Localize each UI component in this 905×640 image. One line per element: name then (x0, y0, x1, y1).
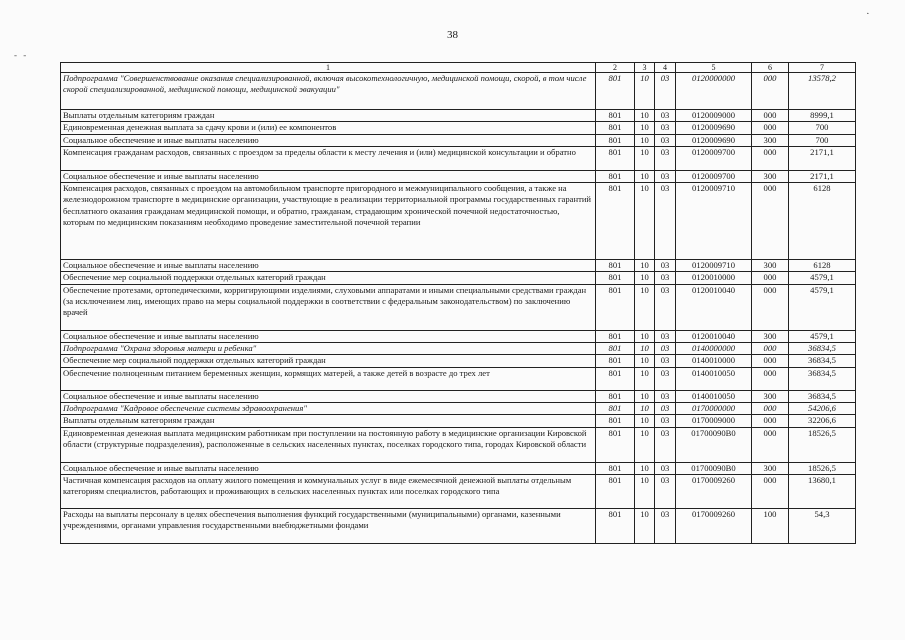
row-name-cell: Обеспечение мер социальной поддержки отдельных категорий граждан (61, 272, 596, 284)
row-section-cell: 10 (635, 122, 655, 134)
row-expense-type-cell: 300 (752, 462, 789, 474)
row-section-cell: 10 (635, 183, 655, 260)
row-name-cell: Обеспечение полноценным питанием беременных женщин, кормящих матерей, а также детей в возрасте до трех лет (61, 367, 596, 390)
row-subsection-cell: 03 (655, 415, 676, 427)
row-name-cell: Компенсация гражданам расходов, связанных с проездом за пределы области к месту лечения и (или) медицинской консультации и обратно (61, 146, 596, 170)
row-section-cell: 10 (635, 415, 655, 427)
table-row (61, 284, 856, 330)
row-name-cell: Подпрограмма "Кадровое обеспечение системы здравоохранения" (61, 402, 596, 414)
row-amount-cell: 54206,6 (789, 402, 856, 414)
row-section-cell: 10 (635, 367, 655, 390)
row-amount-cell: 6128 (789, 183, 856, 260)
header-col-7: 7 (789, 63, 856, 73)
row-subsection-cell: 03 (655, 110, 676, 122)
row-name-cell: Единовременная денежная выплата за сдачу крови и (или) ее компонентов (61, 122, 596, 134)
row-code-cell: 801 (596, 402, 635, 414)
row-name-cell: Единовременная денежная выплата медицинским работникам при поступлении на постоянную работу в медицинские организации Кировской области (структурные подразделения), расположенные в сельских населенных пунктах, поселках городского типа, городах Кировской области (61, 427, 596, 462)
header-col-3: 3 (635, 63, 655, 73)
row-section-cell: 10 (635, 170, 655, 182)
page-number: 38 (447, 29, 458, 41)
margin-marks: - - (14, 50, 29, 60)
row-subsection-cell: 03 (655, 367, 676, 390)
row-subsection-cell: 03 (655, 330, 676, 342)
row-target-code-cell: 0120009710 (676, 260, 752, 272)
row-target-code-cell: 0170009260 (676, 508, 752, 543)
table-row (61, 272, 856, 284)
row-name-cell: Выплаты отдельным категориям граждан (61, 415, 596, 427)
row-target-code-cell: 0120010040 (676, 330, 752, 342)
row-amount-cell: 13578,2 (789, 73, 856, 110)
row-amount-cell: 700 (789, 134, 856, 146)
row-subsection-cell: 03 (655, 284, 676, 330)
row-amount-cell: 36834,5 (789, 390, 856, 402)
table-row (61, 183, 856, 260)
row-name-cell: Обеспечение мер социальной поддержки отдельных категорий граждан (61, 355, 596, 367)
row-target-code-cell: 0120009690 (676, 122, 752, 134)
table-row (61, 355, 856, 367)
row-code-cell: 801 (596, 260, 635, 272)
row-name-cell: Социальное обеспечение и иные выплаты населению (61, 330, 596, 342)
row-subsection-cell: 03 (655, 402, 676, 414)
row-subsection-cell: 03 (655, 508, 676, 543)
row-code-cell: 801 (596, 110, 635, 122)
row-expense-type-cell: 300 (752, 260, 789, 272)
row-amount-cell: 8999,1 (789, 110, 856, 122)
row-code-cell: 801 (596, 462, 635, 474)
row-subsection-cell: 03 (655, 170, 676, 182)
row-target-code-cell: 0170009260 (676, 474, 752, 508)
row-target-code-cell: 0140010050 (676, 367, 752, 390)
row-expense-type-cell: 300 (752, 330, 789, 342)
row-code-cell: 801 (596, 146, 635, 170)
row-code-cell: 801 (596, 330, 635, 342)
row-code-cell: 801 (596, 170, 635, 182)
row-expense-type-cell: 000 (752, 402, 789, 414)
row-section-cell: 10 (635, 272, 655, 284)
table-row (61, 367, 856, 390)
row-code-cell: 801 (596, 122, 635, 134)
row-subsection-cell: 03 (655, 462, 676, 474)
row-amount-cell: 18526,5 (789, 462, 856, 474)
row-subsection-cell: 03 (655, 146, 676, 170)
row-expense-type-cell: 000 (752, 415, 789, 427)
row-expense-type-cell: 000 (752, 146, 789, 170)
row-expense-type-cell: 300 (752, 170, 789, 182)
table-row (61, 110, 856, 122)
row-section-cell: 10 (635, 284, 655, 330)
row-expense-type-cell: 000 (752, 343, 789, 355)
row-expense-type-cell: 000 (752, 110, 789, 122)
row-subsection-cell: 03 (655, 183, 676, 260)
row-expense-type-cell: 000 (752, 427, 789, 462)
row-subsection-cell: 03 (655, 355, 676, 367)
row-amount-cell: 54,3 (789, 508, 856, 543)
row-section-cell: 10 (635, 343, 655, 355)
row-expense-type-cell: 000 (752, 474, 789, 508)
table-row (61, 73, 856, 110)
row-subsection-cell: 03 (655, 343, 676, 355)
row-subsection-cell: 03 (655, 427, 676, 462)
row-code-cell: 801 (596, 508, 635, 543)
table-row (61, 260, 856, 272)
row-amount-cell: 18526,5 (789, 427, 856, 462)
row-section-cell: 10 (635, 330, 655, 342)
row-code-cell: 801 (596, 183, 635, 260)
row-amount-cell: 32206,6 (789, 415, 856, 427)
row-expense-type-cell: 000 (752, 122, 789, 134)
row-target-code-cell: 0120009700 (676, 170, 752, 182)
row-name-cell: Расходы на выплаты персоналу в целях обеспечения выполнения функций государственными (муниципальными) органами, казенными учреждениями, органами управления государственными внебюджетными фондами (61, 508, 596, 543)
row-target-code-cell: 0170009000 (676, 415, 752, 427)
row-subsection-cell: 03 (655, 122, 676, 134)
row-code-cell: 801 (596, 355, 635, 367)
row-amount-cell: 36834,5 (789, 367, 856, 390)
header-col-2: 2 (596, 63, 635, 73)
row-expense-type-cell: 100 (752, 508, 789, 543)
row-name-cell: Обеспечение протезами, ортопедическими, корригирующими изделиями, слуховыми аппаратами и иными специальными средствами граждан (за исключением лиц, имеющих право на меры социальной поддержки в соответствии с федеральным законодательством) по заключению врачей (61, 284, 596, 330)
row-code-cell: 801 (596, 343, 635, 355)
row-subsection-cell: 03 (655, 134, 676, 146)
row-subsection-cell: 03 (655, 272, 676, 284)
row-section-cell: 10 (635, 402, 655, 414)
row-subsection-cell: 03 (655, 260, 676, 272)
row-section-cell: 10 (635, 110, 655, 122)
row-section-cell: 10 (635, 390, 655, 402)
row-code-cell: 801 (596, 73, 635, 110)
row-expense-type-cell: 000 (752, 272, 789, 284)
header-col-5: 5 (676, 63, 752, 73)
row-target-code-cell: 0140000000 (676, 343, 752, 355)
row-name-cell: Подпрограмма "Совершенствование оказания специализированной, включая высокотехнологичную, медицинской помощи, скорой, в том числе скорой специализированной, медицинской помощи, медицинской эвакуации" (61, 73, 596, 110)
row-section-cell: 10 (635, 462, 655, 474)
row-amount-cell: 2171,1 (789, 170, 856, 182)
row-name-cell: Социальное обеспечение и иные выплаты населению (61, 170, 596, 182)
row-expense-type-cell: 300 (752, 134, 789, 146)
table-row (61, 330, 856, 342)
row-target-code-cell: 0120009710 (676, 183, 752, 260)
row-section-cell: 10 (635, 73, 655, 110)
row-expense-type-cell: 000 (752, 284, 789, 330)
table-row (61, 146, 856, 170)
row-code-cell: 801 (596, 284, 635, 330)
row-section-cell: 10 (635, 355, 655, 367)
row-subsection-cell: 03 (655, 73, 676, 110)
row-target-code-cell: 01700090В0 (676, 427, 752, 462)
table-row (61, 508, 856, 543)
row-name-cell: Социальное обеспечение и иные выплаты населению (61, 134, 596, 146)
row-target-code-cell: 0120009690 (676, 134, 752, 146)
row-expense-type-cell: 000 (752, 367, 789, 390)
row-amount-cell: 4579,1 (789, 272, 856, 284)
table-row (61, 134, 856, 146)
row-amount-cell: 700 (789, 122, 856, 134)
row-name-cell: Подпрограмма "Охрана здоровья матери и ребенка" (61, 343, 596, 355)
table-row (61, 402, 856, 414)
row-name-cell: Социальное обеспечение и иные выплаты населению (61, 260, 596, 272)
row-target-code-cell: 0120009000 (676, 110, 752, 122)
row-expense-type-cell: 000 (752, 183, 789, 260)
header-col-4: 4 (655, 63, 676, 73)
row-target-code-cell: 0120000000 (676, 73, 752, 110)
row-name-cell: Социальное обеспечение и иные выплаты населению (61, 390, 596, 402)
row-section-cell: 10 (635, 474, 655, 508)
row-target-code-cell: 01700090В0 (676, 462, 752, 474)
row-amount-cell: 6128 (789, 260, 856, 272)
row-code-cell: 801 (596, 474, 635, 508)
row-subsection-cell: 03 (655, 474, 676, 508)
row-amount-cell: 4579,1 (789, 284, 856, 330)
row-code-cell: 801 (596, 390, 635, 402)
header-row (61, 63, 856, 73)
row-expense-type-cell: 000 (752, 355, 789, 367)
corner-mark: · (866, 8, 870, 20)
row-target-code-cell: 0170000000 (676, 402, 752, 414)
row-amount-cell: 36834,5 (789, 355, 856, 367)
row-code-cell: 801 (596, 415, 635, 427)
row-expense-type-cell: 000 (752, 73, 789, 110)
row-name-cell: Частичная компенсация расходов на оплату жилого помещения и коммунальных услуг в виде ежемесячной денежной выплаты отдельным категориям специалистов, работающих и проживающих в сельских населенных пунктах или поселках городского типа (61, 474, 596, 508)
row-name-cell: Социальное обеспечение и иные выплаты населению (61, 462, 596, 474)
row-subsection-cell: 03 (655, 390, 676, 402)
row-code-cell: 801 (596, 427, 635, 462)
row-amount-cell: 13680,1 (789, 474, 856, 508)
row-target-code-cell: 0120010000 (676, 272, 752, 284)
row-amount-cell: 4579,1 (789, 330, 856, 342)
table-row (61, 462, 856, 474)
row-amount-cell: 36834,5 (789, 343, 856, 355)
row-section-cell: 10 (635, 146, 655, 170)
table-row (61, 170, 856, 182)
table-row (61, 415, 856, 427)
header-col-1: 1 (61, 63, 596, 73)
table-row (61, 427, 856, 462)
row-amount-cell: 2171,1 (789, 146, 856, 170)
row-name-cell: Выплаты отдельным категориям граждан (61, 110, 596, 122)
table-row (61, 343, 856, 355)
row-name-cell: Компенсация расходов, связанных с проездом на автомобильном транспорте пригородного и межмуниципального сообщения, а также на железнодорожном транспорте в медицинские организации, участвующие в реализации территориальной программы государственных гарантий бесплатного оказания гражданам медицинской помощи, и обратно, гражданам, страдающим хронической почечной недостаточностью, которым по медицинским показаниям необходимо проведение заместительной почечной терапии (61, 183, 596, 260)
row-target-code-cell: 0140010000 (676, 355, 752, 367)
row-target-code-cell: 0120009700 (676, 146, 752, 170)
row-section-cell: 10 (635, 508, 655, 543)
table-row (61, 474, 856, 508)
header-col-6: 6 (752, 63, 789, 73)
budget-table (60, 62, 856, 544)
row-code-cell: 801 (596, 134, 635, 146)
row-section-cell: 10 (635, 260, 655, 272)
row-target-code-cell: 0120010040 (676, 284, 752, 330)
row-target-code-cell: 0140010050 (676, 390, 752, 402)
row-expense-type-cell: 300 (752, 390, 789, 402)
row-code-cell: 801 (596, 272, 635, 284)
table-row (61, 122, 856, 134)
row-code-cell: 801 (596, 367, 635, 390)
row-section-cell: 10 (635, 134, 655, 146)
table-row (61, 390, 856, 402)
row-section-cell: 10 (635, 427, 655, 462)
